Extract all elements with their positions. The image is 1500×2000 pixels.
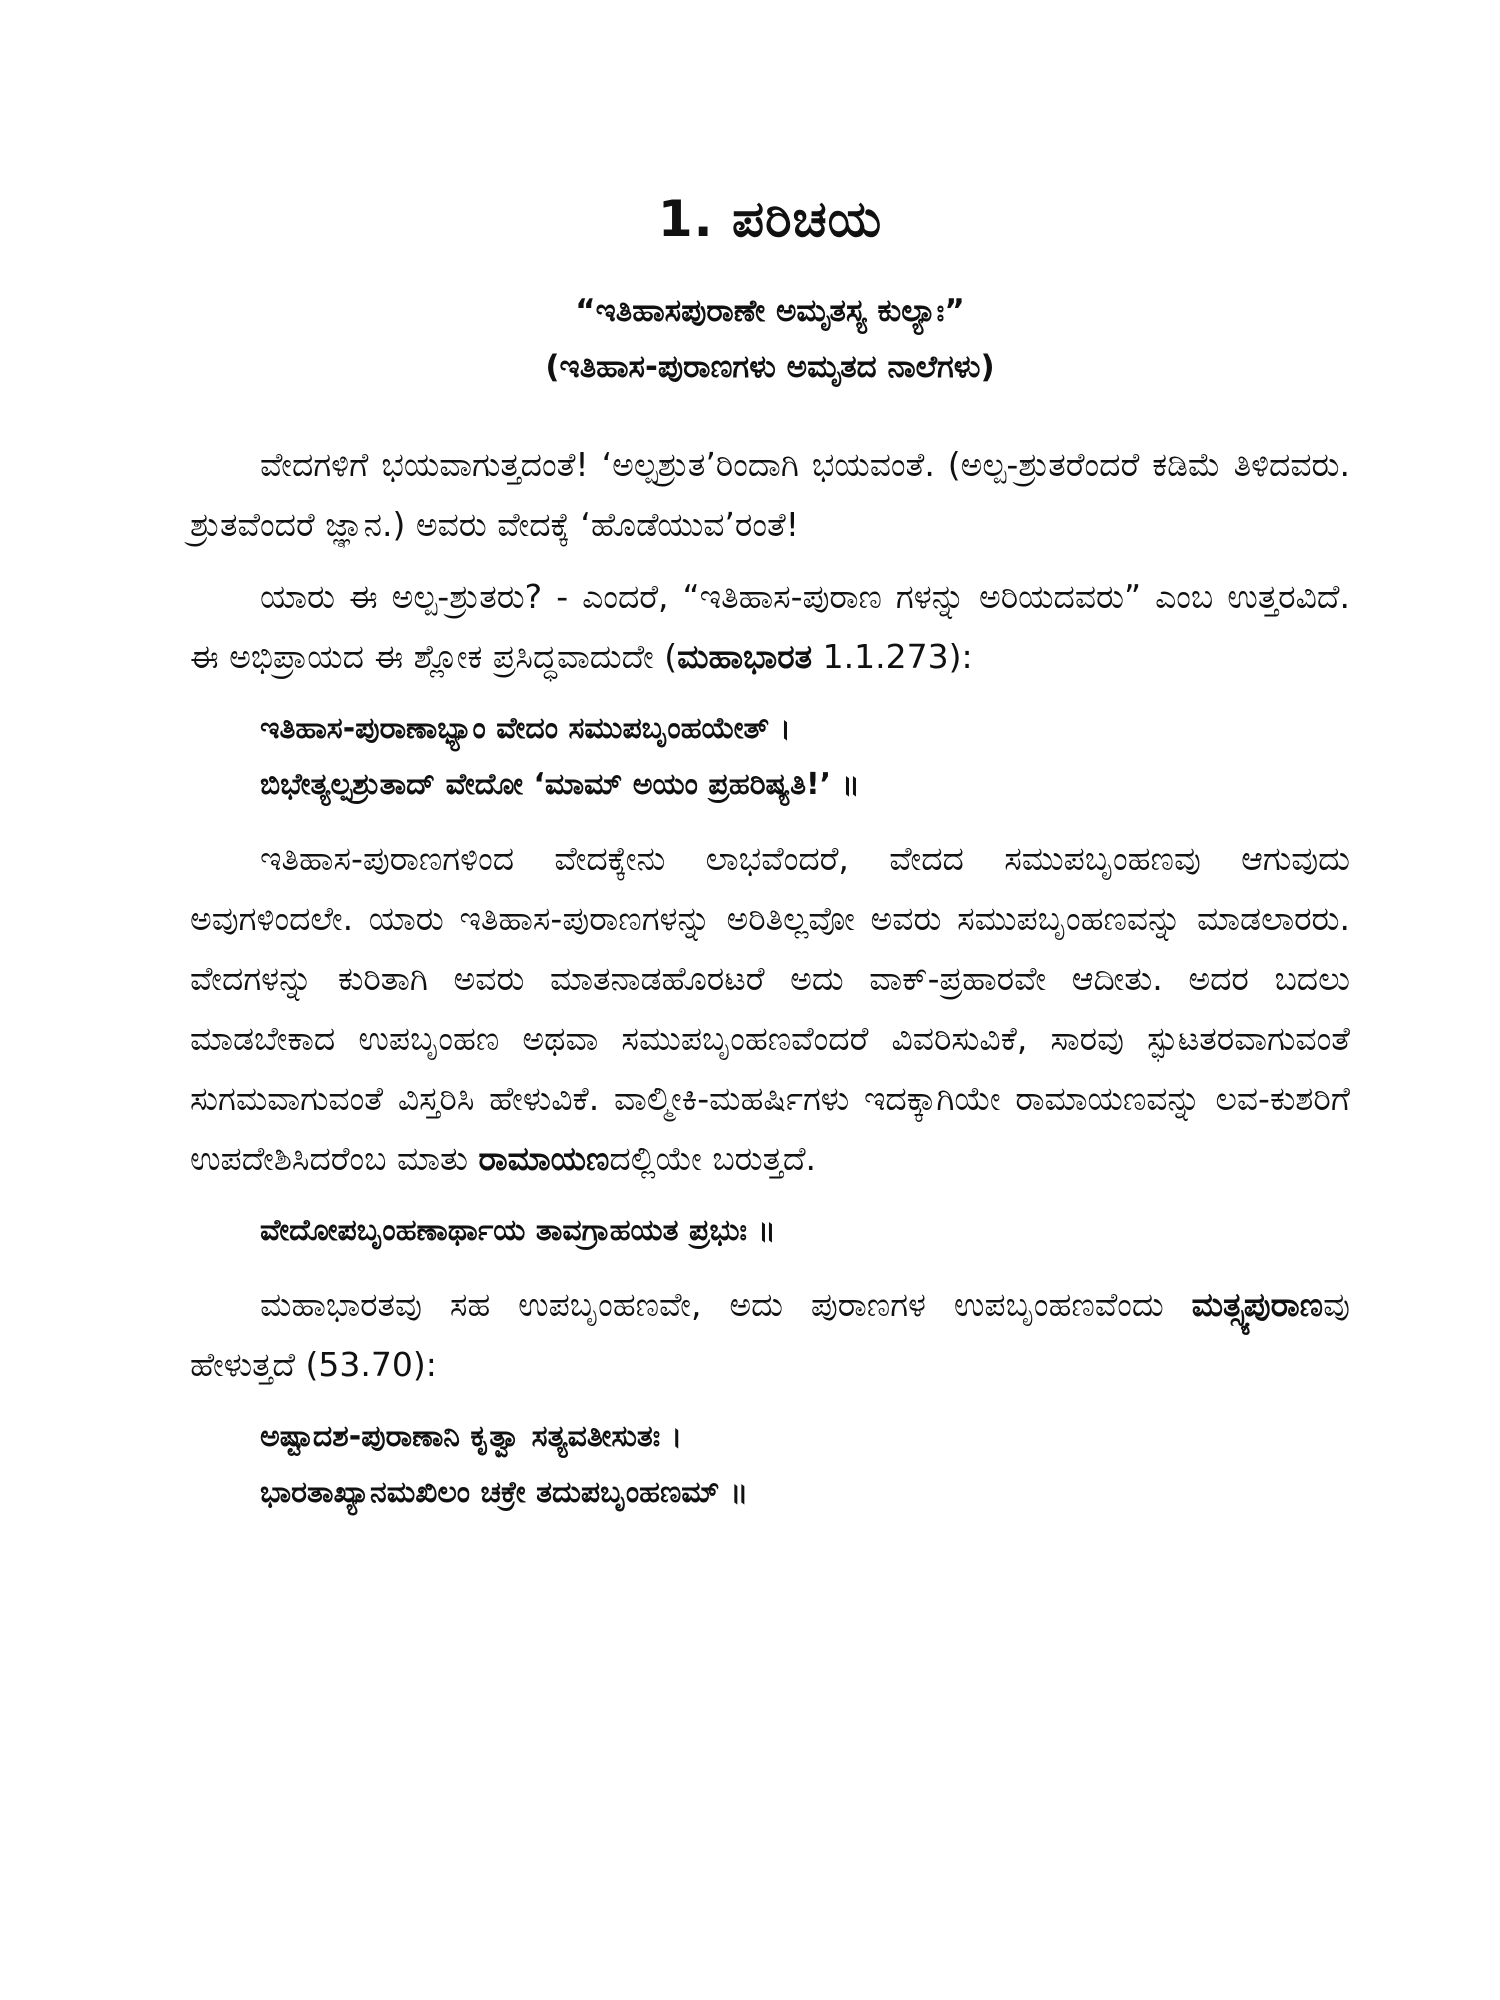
verse-3 — [260, 1409, 1350, 1521]
source-matsya-purana: ಮತ್ಸ್ಯಪುರಾಣ — [1191, 1285, 1324, 1324]
source-mahabharata: ಮಹಾಭಾರತ — [677, 637, 813, 676]
chapter-title: 1. ಪರಿಚಯ — [657, 190, 883, 248]
verse-1 — [260, 701, 1350, 813]
verse-1-line-2: ಬಿಭೇತ್ಯಲ್ಪಶ್ರುತಾದ್ ವೇದೋ ‘ಮಾಮ್ ಅಯಂ ಪ್ರಹರಿಷ್ಯತಿ!’ ॥ — [260, 767, 860, 802]
epigraph-translation: (ಇತಿಹಾಸ-ಪುರಾಣಗಳು ಅಮೃತದ ನಾಲೆಗಳು) — [545, 349, 995, 385]
verse-3-line-1: ಅಷ್ಟಾದಶ-ಪುರಾಣಾನಿ ಕೃತ್ವಾ ಸತ್ಯವತೀಸುತಃ । — [260, 1419, 683, 1454]
paragraph-2-text: ಯಾರು ಈ ಅಲ್ಪ-ಶ್ರುತರು? - ಎಂದರೆ, “ಇತಿಹಾಸ-ಪುರಾಣ ಗಳನ್ನು ಅರಿಯದವರು” ಎಂಬ ಉತ್ತರವಿದೆ. ಈ ಅಭಿಪ್ರಾಯದ ಈ ಶ್ಲೋಕ ಪ್ರಸಿದ್ಧವಾದುದೇ ( — [190, 577, 1350, 676]
paragraph-4-text: ಮಹಾಭಾರತವು ಸಹ ಉಪಬೃಂಹಣವೇ, ಅದು ಪುರಾಣಗಳ ಉಪಬೃಂಹಣವೆಂದು — [260, 1285, 1192, 1324]
verse-2 — [260, 1203, 1350, 1259]
verse-1-line-1: ಇತಿಹಾಸ-ಪುರಾಣಾಭ್ಯಾಂ ವೇದಂ ಸಮುಪಬೃಂಹಯೇತ್ । — [260, 711, 791, 746]
verse-2-line-1: ವೇದೋಪಬೃಂಹಣಾರ್ಥಾಯ ತಾವಗ್ರಾಹಯತ ಪ್ರಭುಃ ॥ — [260, 1213, 776, 1248]
paragraph-4-end: ವು ಹೇಳುತ್ತದೆ (53.70): — [190, 1285, 1350, 1384]
verse-3-line-2: ಭಾರತಾಖ್ಯಾನಮಖಿಲಂ ಚಕ್ರೇ ತದುಪಬೃಂಹಣಮ್ ॥ — [260, 1475, 749, 1510]
paragraph-3 — [190, 829, 1350, 1189]
paragraph-4 — [190, 1275, 1350, 1395]
epigraph — [190, 283, 1350, 395]
paragraph-3-text: ಇತಿಹಾಸ-ಪುರಾಣಗಳಿಂದ ವೇದಕ್ಕೇನು ಲಾಭವೆಂದರೆ, ವೇದದ ಸಮುಪಬೃಂಹಣವು ಆಗುವುದು ಅವುಗಳಿಂದಲೇ. ಯಾರು ಇತಿಹಾಸ-ಪುರಾಣಗಳನ್ನು ಅರಿತಿಲ್ಲವೋ ಅವರು ಸಮುಪಬೃಂಹಣವನ್ನು ಮಾಡಲಾರರು. ವೇದಗಳನ್ನು ಕುರಿತಾಗಿ ಅವರು ಮಾತನಾಡಹೊರಟರೆ ಅದು ವಾಕ್-ಪ್ರಹಾರವೇ ಆದೀತು. ಅದರ ಬದಲು ಮಾಡಬೇಕಾದ ಉಪಬೃಂಹಣ ಅಥವಾ ಸಮುಪಬೃಂಹಣವೆಂದರೆ ವಿವರಿಸುವಿಕೆ, ಸಾರವು ಸ್ಫುಟತರವಾಗುವಂತೆ ಸುಗಮವಾಗುವಂತೆ ವಿಸ್ತರಿಸಿ ಹೇಳುವಿಕೆ. ವಾಲ್ಮೀಕಿ-ಮಹರ್ಷಿಗಳು ಇದಕ್ಕಾಗಿಯೇ ರಾಮಾಯಣವನ್ನು ಲವ-ಕುಶರಿಗೆ ಉಪದೇಶಿಸಿದರೆಂಬ ಮಾತು — [190, 839, 1350, 1178]
paragraph-2 — [190, 567, 1350, 687]
epigraph-quote: “ಇತಿಹಾಸಪುರಾಣೇ ಅಮೃತಸ್ಯ ಕುಲ್ಯಾಃ” — [575, 293, 965, 329]
paragraph-1: ವೇದಗಳಿಗೆ ಭಯವಾಗುತ್ತದಂತೆ! ‘ಅಲ್ಪಶ್ರುತ’ರಿಂದಾಗಿ ಭಯವಂತೆ. (ಅಲ್ಪ-ಶ್ರುತರೆಂದರೆ ಕಡಿಮೆ ತಿಳಿದವರು. ಶ್ರುತವೆಂದರೆ ಜ್ಞಾನ.) ಅವರು ವೇದಕ್ಕೆ ‘ಹೊಡೆಯುವ’ರಂತೆ! — [190, 445, 1350, 544]
paragraph-2-reference: 1.1.273): — [812, 637, 973, 676]
document-page — [190, 190, 1350, 1537]
paragraph-3-end: ದಲ್ಲಿಯೇ ಬರುತ್ತದೆ. — [609, 1139, 817, 1178]
source-ramayana: ರಾಮಾಯಣ — [478, 1139, 610, 1178]
